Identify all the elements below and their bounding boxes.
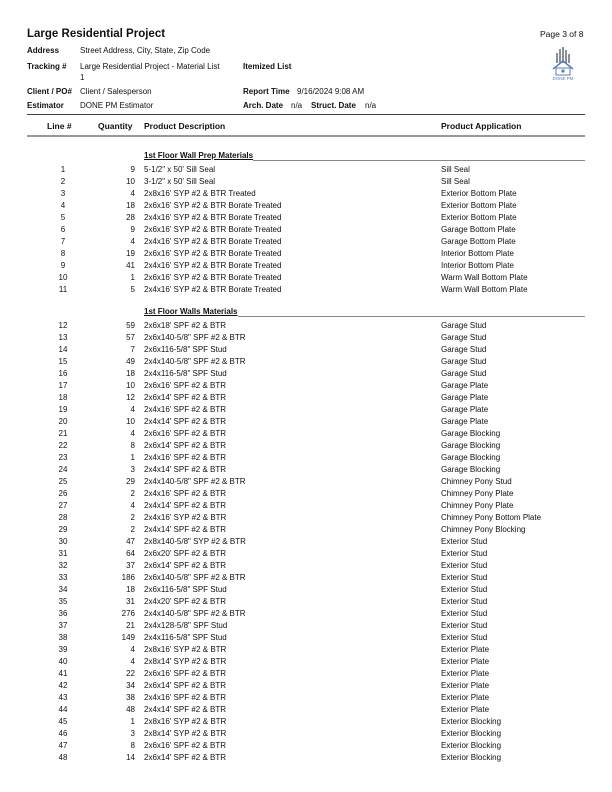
product-description: 3-1/2" x 50' Sill Seal [144,177,216,186]
product-description: 2x6x140-5/8" SPF #2 & BTR [144,333,246,342]
line-number: 21 [58,429,68,438]
tracking-value: Large Residential Project - Material List [80,62,220,71]
arch-date-value: n/a [291,101,303,110]
line-number: 14 [58,345,68,354]
product-application: Exterior Stud [441,633,488,642]
line-number: 28 [58,513,68,522]
line-number: 41 [58,669,68,678]
product-description: 2x6x14' SPF #2 & BTR [144,561,227,570]
col-header-application: Product Application [441,121,522,131]
quantity: 4 [130,189,135,198]
product-description: 2x4x16' SYP #2 & BTR Borate Treated [144,237,282,246]
table-row [0,656,612,668]
list-type: Itemized List [243,62,292,71]
table-row [0,560,612,572]
product-application: Exterior Stud [441,609,488,618]
table-row [0,404,612,416]
page-number: Page 3 of 8 [540,29,584,39]
product-application: Exterior Blocking [441,753,502,762]
product-description: 2x4x16' SYP #2 & BTR Borate Treated [144,213,282,222]
product-description: 2x6x16' SYP #2 & BTR Borate Treated [144,249,282,258]
product-application: Garage Blocking [441,441,501,450]
quantity: 2 [130,525,135,534]
product-application: Garage Stud [441,333,487,342]
line-number: 6 [60,225,66,234]
product-application: Chimney Pony Plate [441,501,514,510]
product-description: 2x6x16' SPF #2 & BTR [144,741,227,750]
quantity: 37 [126,561,135,570]
product-description: 2x4x16' SPF #2 & BTR [144,489,227,498]
product-application: Exterior Plate [441,669,490,678]
product-application: Garage Plate [441,381,489,390]
quantity: 8 [130,741,135,750]
company-logo [548,47,578,85]
product-description: 2x6x14' SPF #2 & BTR [144,681,227,690]
line-number: 44 [58,705,68,714]
client-label: Client / PO# [27,87,72,96]
report-title: Large Residential Project [27,28,166,40]
table-row [0,416,612,428]
quantity: 4 [130,405,135,414]
product-description: 2x6x14' SPF #2 & BTR [144,393,227,402]
table-row [0,512,612,524]
address-label: Address [27,46,60,55]
quantity: 10 [126,177,135,186]
line-number: 3 [60,189,66,198]
table-row [0,728,612,740]
product-description: 2x4x16' SPF #2 & BTR [144,693,227,702]
quantity: 10 [126,417,135,426]
table-row [0,428,612,440]
product-description: 2x6x20' SPF #2 & BTR [144,549,227,558]
table-row [0,380,612,392]
material-table [0,151,612,764]
report-time-value: 9/16/2024 9:08 AM [297,87,365,96]
line-number: 39 [58,645,68,654]
line-number: 36 [58,609,68,618]
quantity: 149 [121,633,135,642]
quantity: 2 [130,513,135,522]
product-application: Garage Stud [441,345,487,354]
quantity: 8 [130,441,135,450]
product-application: Exterior Plate [441,681,490,690]
product-description: 2x4x14' SPF #2 & BTR [144,525,227,534]
quantity: 4 [130,657,135,666]
product-application: Exterior Plate [441,645,490,654]
line-number: 8 [60,249,66,258]
col-header-description: Product Description [144,121,226,131]
product-description: 2x4x116-5/8" SPF Stud [144,633,227,642]
header-top-rule [27,114,585,115]
line-number: 4 [60,201,66,210]
product-application: Exterior Stud [441,585,488,594]
quantity: 5 [130,285,135,294]
product-application: Exterior Bottom Plate [441,213,517,222]
quantity: 4 [130,429,135,438]
quantity: 10 [126,381,135,390]
line-number: 38 [58,633,68,642]
quantity: 1 [130,453,135,462]
table-row [0,248,612,260]
table-row [0,548,612,560]
line-number: 35 [58,597,68,606]
table-row [0,752,612,764]
table-row [0,164,612,176]
product-application: Garage Stud [441,369,487,378]
product-description: 2x6x16' SPF #2 & BTR [144,429,227,438]
line-number: 9 [60,261,66,270]
quantity: 14 [126,753,135,762]
quantity: 57 [126,333,135,342]
product-description: 2x4x20' SPF #2 & BTR [144,597,227,606]
line-number: 1 [60,165,66,174]
line-number: 22 [58,441,68,450]
section-header [0,151,612,164]
line-number: 23 [58,453,68,462]
table-row [0,260,612,272]
product-description: 2x4x14' SPF #2 & BTR [144,465,227,474]
quantity: 29 [126,477,135,486]
table-row [0,680,612,692]
product-description: 2x6x16' SPF #2 & BTR [144,669,227,678]
product-description: 2x6x18' SPF #2 & BTR [144,321,227,330]
product-description: 2x4x116-5/8" SPF Stud [144,369,227,378]
product-application: Chimney Pony Stud [441,477,512,486]
table-row [0,704,612,716]
table-row [0,368,612,380]
quantity: 41 [126,261,135,270]
product-description: 2x8x140-5/8" SYP #2 & BTR [144,537,246,546]
product-description: 2x6x116-5/8" SPF Stud [144,345,227,354]
struct-date-value: n/a [365,101,377,110]
line-number: 42 [58,681,68,690]
table-row [0,212,612,224]
line-number: 26 [58,489,68,498]
header-bottom-rule [27,135,585,137]
product-description: 2x6x14' SPF #2 & BTR [144,441,227,450]
table-row [0,356,612,368]
product-description: 2x8x14' SYP #2 & BTR [144,657,227,666]
product-description: 2x4x14' SPF #2 & BTR [144,501,227,510]
line-number: 27 [58,501,68,510]
table-row [0,464,612,476]
product-application: Exterior Plate [441,693,490,702]
product-application: Exterior Stud [441,537,488,546]
line-number: 20 [58,417,68,426]
product-application: Warm Wall Bottom Plate [441,285,528,294]
line-number: 46 [58,729,68,738]
quantity: 38 [126,693,135,702]
section-rule [253,160,585,161]
section-title: 1st Floor Wall Prep Materials [144,151,254,160]
table-row [0,572,612,584]
estimator-label: Estimator [27,101,64,110]
line-number: 29 [58,525,68,534]
table-row [0,332,612,344]
table-row [0,524,612,536]
line-number: 18 [58,393,68,402]
product-description: 2x4x140-5/8" SPF #2 & BTR [144,357,246,366]
product-application: Garage Stud [441,357,487,366]
quantity: 18 [126,369,135,378]
line-number: 10 [58,273,68,282]
product-description: 2x8x16' SYP #2 & BTR [144,645,227,654]
table-row [0,716,612,728]
table-row [0,632,612,644]
col-header-line: Line # [47,121,72,131]
quantity: 276 [121,609,135,618]
table-row [0,344,612,356]
product-description: 2x6x16' SYP #2 & BTR Borate Treated [144,273,282,282]
product-description: 5-1/2" x 50' Sill Seal [144,165,216,174]
product-application: Chimney Pony Blocking [441,525,526,534]
line-number: 45 [58,717,68,726]
quantity: 34 [126,681,135,690]
product-description: 2x8x16' SYP #2 & BTR [144,717,227,726]
product-description: 2x4x16' SPF #2 & BTR [144,453,227,462]
quantity: 49 [126,357,135,366]
table-row [0,188,612,200]
table-row [0,536,612,548]
line-number: 7 [60,237,66,246]
product-description: 2x6x16' SYP #2 & BTR Borate Treated [144,225,282,234]
quantity: 59 [126,321,135,330]
product-application: Garage Blocking [441,465,501,474]
address-value: Street Address, City, State, Zip Code [80,46,211,55]
arch-date-label: Arch. Date [243,101,284,110]
table-row [0,740,612,752]
line-number: 25 [58,477,68,486]
report-time-label: Report Time [243,87,290,96]
product-description: 2x4x16' SYP #2 & BTR Borate Treated [144,261,282,270]
section-gap [0,296,612,307]
quantity: 2 [130,489,135,498]
table-row [0,272,612,284]
line-number: 13 [58,333,68,342]
product-application: Garage Blocking [441,429,501,438]
quantity: 28 [126,213,135,222]
quantity: 31 [126,597,135,606]
quantity: 7 [130,345,135,354]
quantity: 48 [126,705,135,714]
table-row [0,452,612,464]
product-application: Exterior Bottom Plate [441,201,517,210]
section-header [0,307,612,320]
line-number: 15 [58,357,68,366]
quantity: 3 [130,465,135,474]
product-application: Exterior Plate [441,705,490,714]
quantity: 4 [130,501,135,510]
section-rule [238,316,585,317]
quantity: 1 [130,273,135,282]
product-application: Sill Seal [441,165,470,174]
tracking-value-line2: 1 [80,73,85,82]
line-number: 48 [58,753,68,762]
product-description: 2x4x16' SYP #2 & BTR [144,513,227,522]
product-description: 2x4x14' SPF #2 & BTR [144,705,227,714]
quantity: 9 [130,225,135,234]
table-row [0,488,612,500]
product-description: 2x8x14' SYP #2 & BTR [144,729,227,738]
line-number: 34 [58,585,68,594]
product-application: Exterior Stud [441,621,488,630]
product-application: Garage Plate [441,405,489,414]
product-description: 2x4x140-5/8" SPF #2 & BTR [144,477,246,486]
table-row [0,620,612,632]
table-row [0,320,612,332]
line-number: 12 [58,321,68,330]
logo-text: DONE PM [552,76,574,81]
line-number: 24 [58,465,68,474]
table-row [0,176,612,188]
table-row [0,596,612,608]
table-row [0,584,612,596]
product-application: Interior Bottom Plate [441,261,514,270]
table-row [0,284,612,296]
quantity: 64 [126,549,135,558]
product-description: 2x4x16' SPF #2 & BTR [144,405,227,414]
line-number: 32 [58,561,68,570]
product-application: Exterior Blocking [441,741,502,750]
product-application: Garage Stud [441,321,487,330]
product-description: 2x8x16' SYP #2 & BTR Treated [144,189,256,198]
line-number: 17 [58,381,68,390]
quantity: 4 [130,645,135,654]
table-row [0,200,612,212]
quantity: 47 [126,537,135,546]
table-row [0,500,612,512]
product-application: Exterior Stud [441,597,488,606]
product-application: Chimney Pony Plate [441,489,514,498]
quantity: 22 [126,669,135,678]
line-number: 33 [58,573,68,582]
product-application: Warm Wall Bottom Plate [441,273,528,282]
quantity: 19 [126,249,135,258]
product-application: Exterior Plate [441,657,490,666]
product-application: Exterior Stud [441,561,488,570]
quantity: 21 [126,621,135,630]
line-number: 11 [58,285,68,294]
line-number: 40 [58,657,68,666]
quantity: 3 [130,729,135,738]
section-title: 1st Floor Walls Materials [144,307,238,316]
quantity: 18 [126,585,135,594]
line-number: 16 [58,369,68,378]
product-application: Exterior Stud [441,549,488,558]
product-description: 2x6x16' SYP #2 & BTR Borate Treated [144,201,282,210]
product-application: Exterior Blocking [441,717,502,726]
line-number: 31 [58,549,68,558]
table-row [0,608,612,620]
line-number: 47 [58,741,68,750]
estimator-value: DONE PM Estimator [80,101,154,110]
col-header-quantity: Quantity [98,121,133,131]
product-application: Sill Seal [441,177,470,186]
product-application: Exterior Blocking [441,729,502,738]
table-row [0,476,612,488]
table-row [0,224,612,236]
quantity: 18 [126,201,135,210]
quantity: 9 [130,165,135,174]
product-description: 2x6x140-5/8" SPF #2 & BTR [144,573,246,582]
product-application: Exterior Stud [441,573,488,582]
product-description: 2x4x14' SPF #2 & BTR [144,417,227,426]
quantity: 186 [121,573,135,582]
table-row [0,236,612,248]
line-number: 2 [60,177,66,186]
client-value: Client / Salesperson [80,87,152,96]
product-application: Interior Bottom Plate [441,249,514,258]
product-description: 2x4x16' SYP #2 & BTR Borate Treated [144,285,282,294]
product-application: Exterior Bottom Plate [441,189,517,198]
line-number: 19 [58,405,68,414]
table-row [0,668,612,680]
tracking-label: Tracking # [27,62,67,71]
quantity: 12 [126,393,135,402]
product-description: 2x4x140-5/8" SPF #2 & BTR [144,609,246,618]
product-description: 2x6x14' SPF #2 & BTR [144,753,227,762]
line-number: 5 [60,213,66,222]
product-description: 2x4x128-5/8" SPF Stud [144,621,228,630]
struct-date-label: Struct. Date [311,101,356,110]
quantity: 1 [130,717,135,726]
table-row [0,392,612,404]
product-application: Garage Bottom Plate [441,237,516,246]
line-number: 43 [58,693,68,702]
product-application: Chimney Pony Bottom Plate [441,513,542,522]
product-application: Garage Bottom Plate [441,225,516,234]
quantity: 4 [130,237,135,246]
table-row [0,692,612,704]
line-number: 30 [58,537,68,546]
product-application: Garage Blocking [441,453,501,462]
product-application: Garage Plate [441,393,489,402]
table-row [0,644,612,656]
product-description: 2x6x16' SPF #2 & BTR [144,381,227,390]
table-row [0,440,612,452]
product-application: Garage Plate [441,417,489,426]
product-description: 2x6x116-5/8" SPF Stud [144,585,227,594]
line-number: 37 [58,621,68,630]
